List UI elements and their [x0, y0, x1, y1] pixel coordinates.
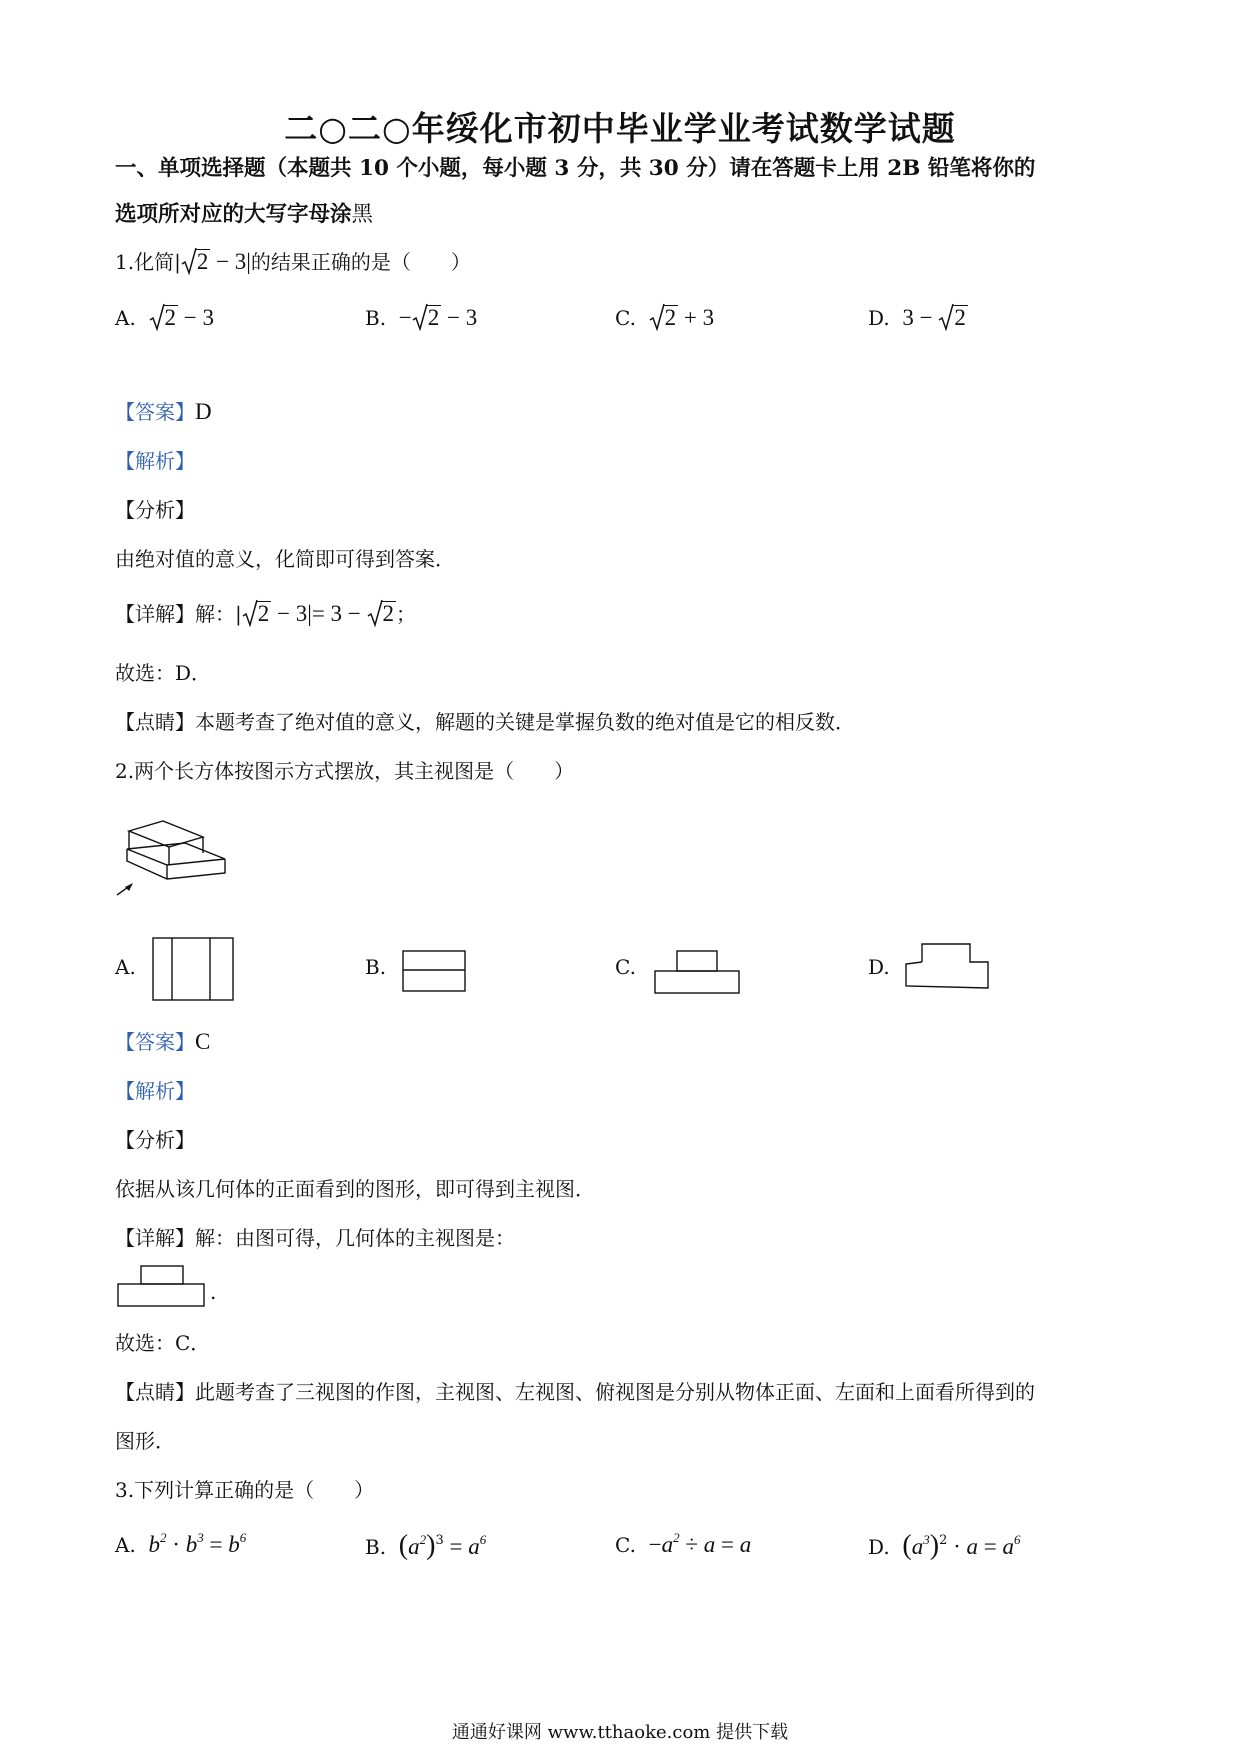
q2-detail: 【详解】解：由图可得，几何体的主视图是：: [115, 1226, 515, 1250]
q2-option-b-figure: [400, 948, 470, 998]
q1-option-d: D. 3 − 2: [868, 305, 966, 330]
q2-option-c-figure: [652, 948, 742, 998]
q1-option-b: B. − 2 − 3: [365, 305, 478, 330]
q2-option-a-figure: [150, 935, 240, 1005]
sqrt-expr: 2: [181, 249, 211, 275]
q3-option-b: B. $(a^2)^3 = a^6$: [365, 1530, 487, 1561]
q3-option-a: A. $b^2 \cdot b^3 = b^6$: [115, 1530, 247, 1557]
q1-analysis-tag: 【解析】: [115, 449, 195, 473]
q2-analysis-tag: 【解析】: [115, 1079, 195, 1103]
page-title: 二○二○年绥化市初中毕业学业考试数学试题: [284, 109, 956, 148]
q2-option-b-label: B.: [365, 955, 387, 979]
q1-option-a: A. 2 − 3: [115, 305, 215, 330]
section-heading: [115, 146, 1135, 238]
q1-fenxi-tag: 【分析】: [115, 498, 195, 522]
q1-detail: 【详解】解：| 2 − 3|= 3 − 2 ；: [115, 601, 417, 626]
section-heading-line1: 一、单项选择题（本题共 10 个小题，每小题 3 分，共 30 分）请在答题卡上用 2B 铅笔将你的: [115, 156, 1036, 181]
q2-detail-dot: .: [210, 1280, 217, 1304]
q2-option-d-label: D.: [868, 955, 890, 979]
q2-comment-cont: 图形．: [115, 1429, 175, 1453]
q1-answer: 【答案】D: [115, 399, 212, 424]
q2-option-a-label: A.: [115, 955, 136, 979]
q3-option-c: C. $-a^2 \div a = a$: [615, 1530, 752, 1557]
q1-comment: 【点睛】本题考查了绝对值的意义，解题的关键是掌握负数的绝对值是它的相反数．: [115, 710, 855, 734]
q1-stem: 1.化简| 2 − 3|的结果正确的是（ ）: [115, 249, 471, 274]
q2-stem: 2.两个长方体按图示方式摆放，其主视图是（ ）: [115, 759, 575, 783]
q2-comment: 【点睛】此题考查了三视图的作图，主视图、左视图、俯视图是分别从物体正面、左面和上面看所得到的: [115, 1380, 1035, 1404]
page-footer: 通通好课网 www.tthaoke.com 提供下载: [451, 1722, 789, 1743]
section-heading-line2: 选项所对应的大写字母涂黑: [115, 202, 374, 227]
q1-option-c: C. 2 + 3: [615, 305, 715, 330]
q2-fenxi-text: 依据从该几何体的正面看到的图形，即可得到主视图．: [115, 1177, 595, 1201]
q2-fenxi-tag: 【分析】: [115, 1128, 195, 1152]
q2-choose: 故选：C．: [115, 1331, 211, 1355]
q2-answer-figure: [115, 1263, 215, 1313]
q2-option-d-figure: [902, 940, 992, 1000]
q3-stem: 3.下列计算正确的是（ ）: [115, 1478, 375, 1502]
q3-option-d: D. $(a^3)^2 \cdot a = a^6$: [868, 1530, 1021, 1561]
q2-answer: 【答案】C: [115, 1029, 211, 1054]
q2-solid-figure: [115, 803, 235, 898]
q1-choose: 故选：D．: [115, 661, 212, 685]
q1-fenxi-text: 由绝对值的意义，化简即可得到答案．: [115, 547, 455, 571]
q2-option-c-label: C.: [615, 955, 636, 979]
